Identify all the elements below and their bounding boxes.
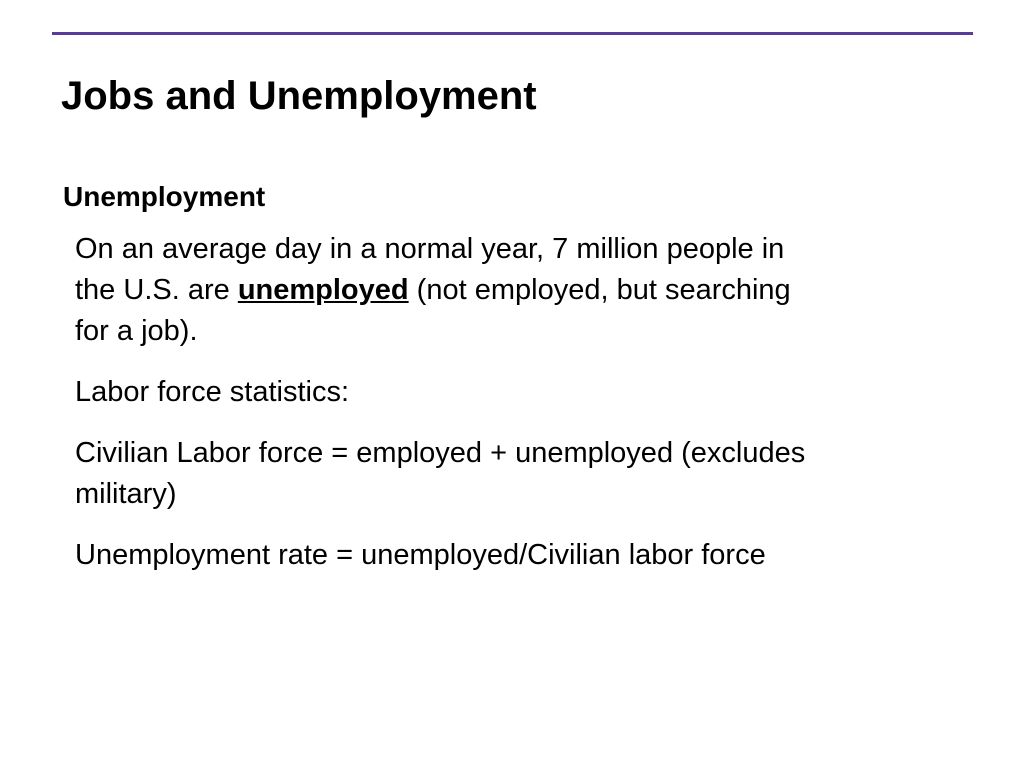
term-unemployed: unemployed <box>237 274 409 306</box>
paragraph-labor-force-statistics: Labor force statistics: <box>75 376 349 408</box>
section-heading: Unemployment <box>63 181 266 212</box>
paragraph-unemployment-rate: Unemployment rate = unemployed/Civilian labor force <box>75 539 766 571</box>
paragraph-line: (not employed, but searching <box>408 274 791 306</box>
slide-title: Jobs and Unemployment <box>61 74 537 118</box>
paragraph-unemployed-definition <box>75 229 955 352</box>
top-divider-line <box>52 32 973 35</box>
paragraph-line: the U.S. are <box>75 274 238 306</box>
paragraph-line: On an average day in a normal year, 7 million people in <box>75 233 785 265</box>
paragraph-line: military) <box>75 478 177 510</box>
paragraph-civilian-labor-force <box>75 433 955 515</box>
paragraph-line: Civilian Labor force = employed + unemployed (excludes <box>75 437 806 469</box>
paragraph-line: for a job). <box>75 315 198 347</box>
slide-body <box>75 229 955 596</box>
